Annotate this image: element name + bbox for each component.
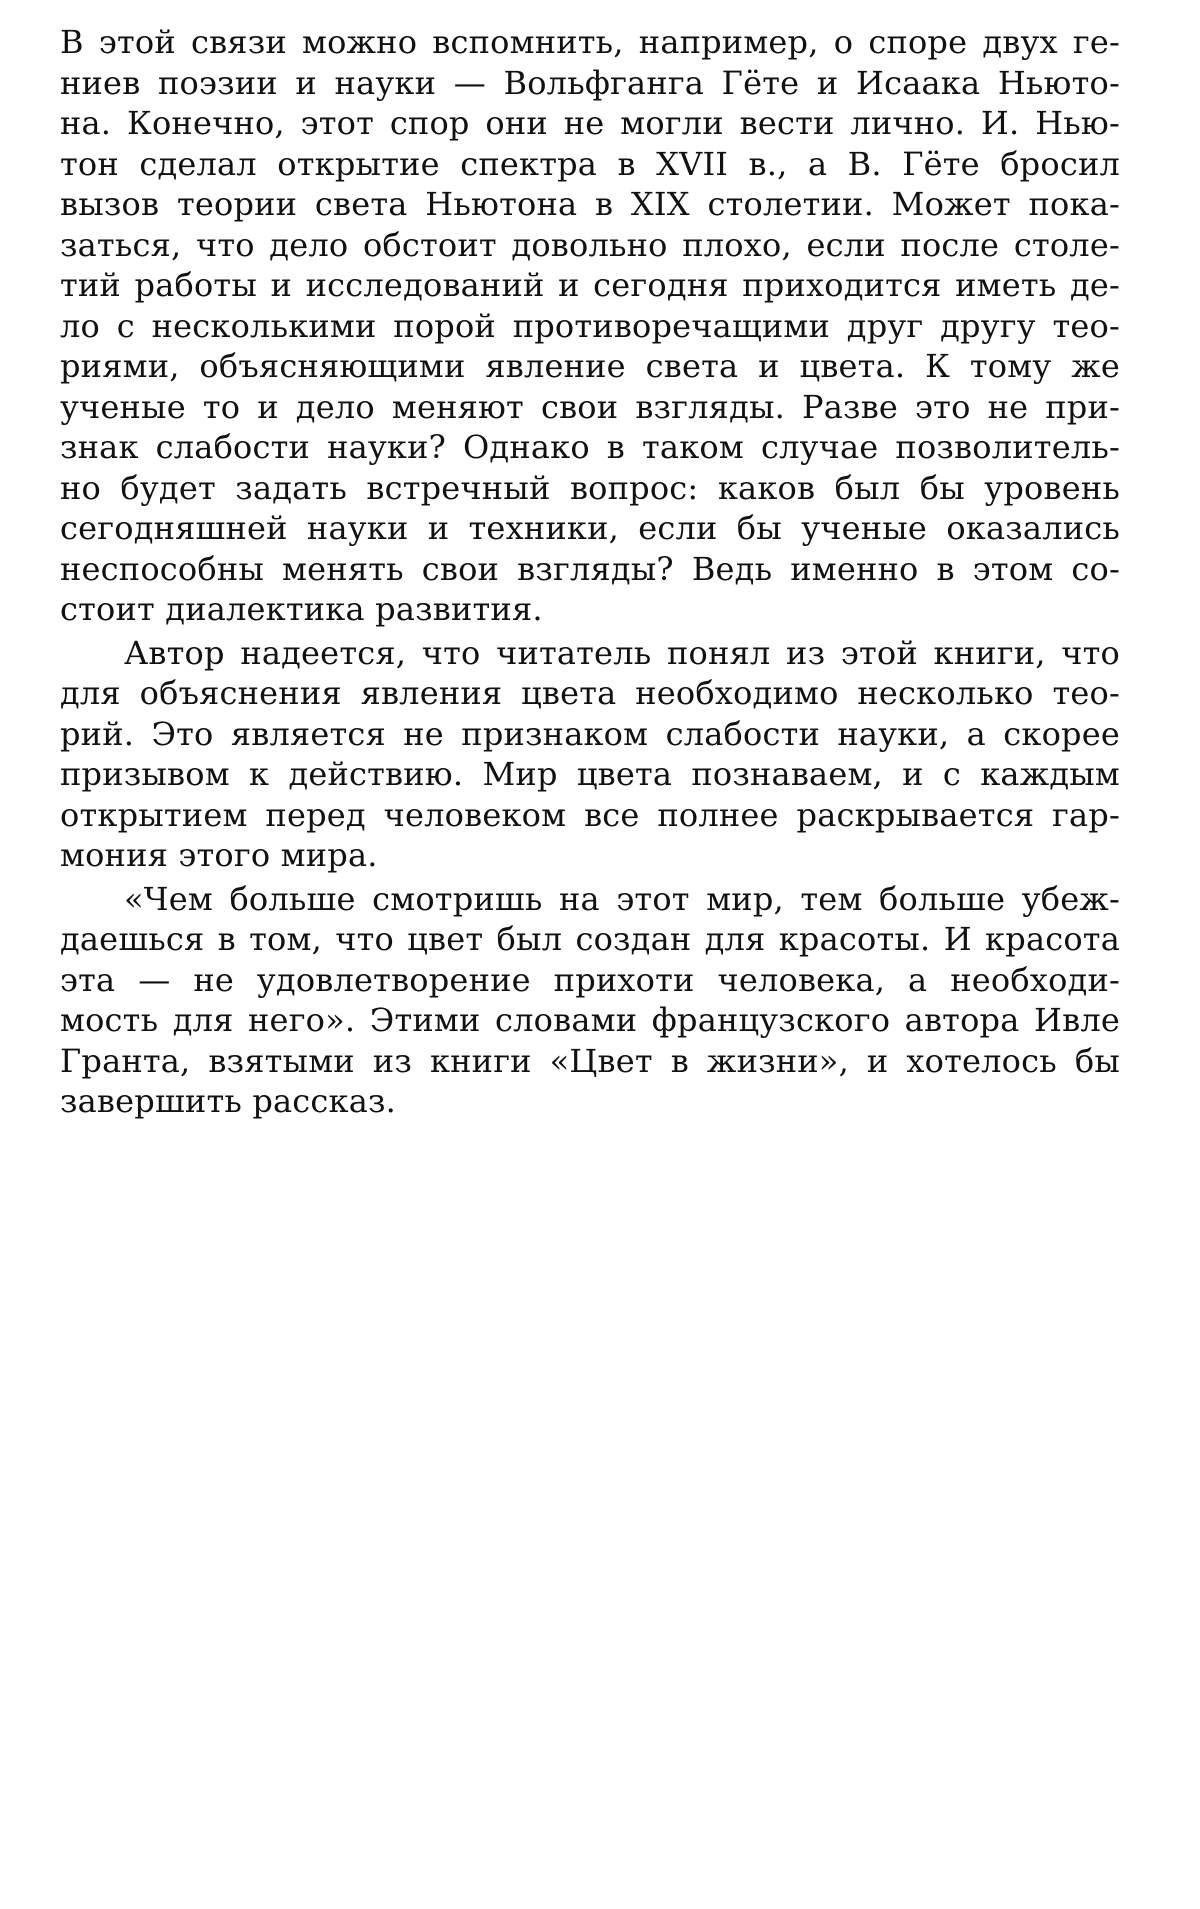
- text-line: Гранта, взятыми из книги «Цвет в жизни», и хотелось бы: [60, 1041, 1120, 1080]
- text-line: Автор надеется, что читатель понял из этой книги, что: [124, 633, 1120, 672]
- text-line: знак слабости науки? Однако в таком случае позволитель-: [60, 428, 1120, 466]
- text-line: даешься в том, что цвет был создан для красоты. И красота: [60, 920, 1120, 958]
- text-line: ученые то и дело меняют свои взгляды. Разве это не при-: [60, 387, 1120, 426]
- text-line: стоит диалектика развития.: [60, 590, 543, 628]
- text-line: заться, что дело обстоит довольно плохо, если после столе-: [60, 225, 1120, 264]
- text-line: призывом к действию. Мир цвета познаваем, и с каждым: [60, 755, 1120, 793]
- paragraph-3: [60, 879, 1120, 1122]
- text-line: на. Конечно, этот спор они не могли вести лично. И. Нью-: [60, 104, 1120, 142]
- text-line: тий работы и исследований и сегодня приходится иметь де-: [60, 266, 1120, 304]
- text-line: ло с несколькими порой противоречащими друг другу тео-: [60, 306, 1120, 345]
- text-line: эта — не удовлетворение прихоти человека, а необходи-: [60, 960, 1120, 999]
- text-line: ниев поэзии и науки — Вольфганга Гёте и Исаака Ньюто-: [60, 63, 1120, 102]
- page-body: [60, 22, 1120, 1122]
- text-line: мость для него». Этими словами французского автора Ивле: [60, 1001, 1120, 1039]
- text-line: В этой связи можно вспомнить, например, о споре двух ге-: [60, 23, 1120, 61]
- text-line: риями, объясняющими явление света и цвета. К тому же: [60, 347, 1120, 385]
- text-line: «Чем больше смотришь на этот мир, тем больше убеж-: [124, 879, 1120, 918]
- paragraph-1: [60, 22, 1120, 630]
- text-line: рий. Это является не признаком слабости науки, а скорее: [60, 714, 1120, 753]
- text-line: вызов теории света Ньютона в XIX столетии. Может пока-: [60, 185, 1120, 223]
- text-line: для объяснения явления цвета необходимо несколько тео-: [60, 674, 1120, 712]
- paragraph-2: [60, 633, 1120, 876]
- text-line: завершить рассказ.: [60, 1082, 397, 1120]
- text-line: но будет задать встречный вопрос: каков был бы уровень: [60, 468, 1120, 507]
- text-line: мония этого мира.: [60, 836, 378, 874]
- text-line: тон сделал открытие спектра в XVII в., а В. Гёте бросил: [60, 144, 1120, 183]
- text-line: открытием перед человеком все полнее раскрывается гар-: [60, 795, 1120, 834]
- text-line: неспособны менять свои взгляды? Ведь именно в этом со-: [60, 549, 1120, 588]
- text-line: сегодняшней науки и техники, если бы ученые оказались: [60, 509, 1120, 547]
